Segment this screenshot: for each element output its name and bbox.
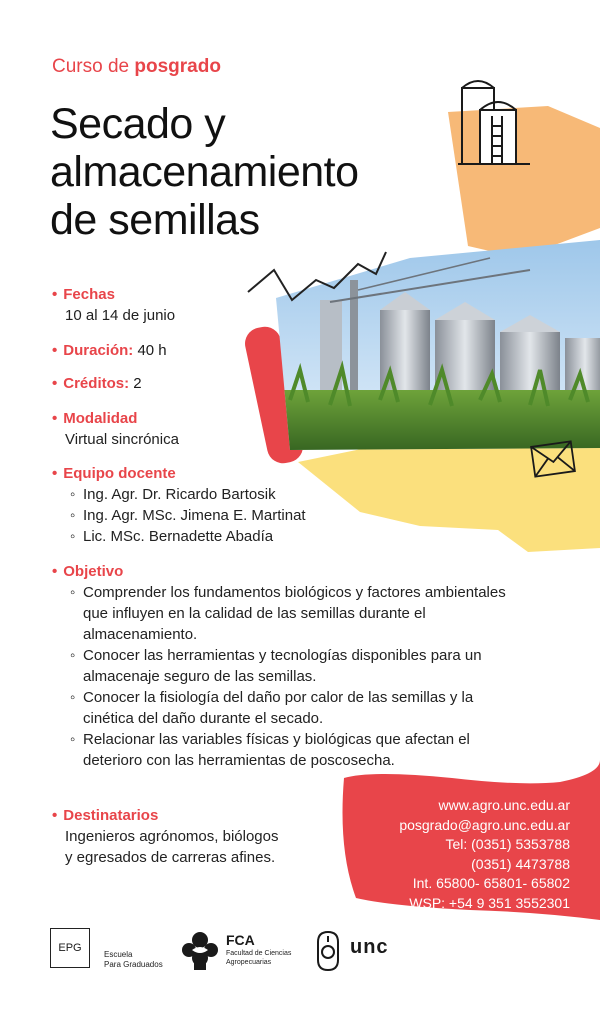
epg-caption bbox=[104, 950, 163, 970]
docente-item: ◦ Ing. Agr. Dr. Ricardo Bartosik bbox=[70, 484, 306, 505]
title-line-1: Secado y bbox=[50, 100, 226, 148]
equipo-label: • Equipo docente bbox=[52, 463, 306, 484]
section-objetivo bbox=[52, 561, 522, 771]
epg-line-1: Escuela bbox=[104, 950, 133, 959]
contact-wsp: WSP: +54 9 351 3552301 bbox=[409, 894, 570, 911]
section-destinatarios bbox=[52, 805, 278, 868]
destinatarios-line-1: Ingenieros agrónomos, biólogos bbox=[65, 828, 279, 845]
contact-block bbox=[399, 796, 570, 913]
fca-logo bbox=[180, 928, 220, 972]
page-title bbox=[50, 100, 470, 244]
objetivo-item: ◦ Relacionar las variables físicas y biológicas que afectan el deterioro con las herramientas de poscosecha. bbox=[70, 729, 522, 771]
unc-text: unc bbox=[350, 936, 389, 958]
modalidad-label: • Modalidad bbox=[52, 408, 179, 429]
section-duracion bbox=[52, 340, 167, 361]
kicker-prefix: Curso de bbox=[52, 56, 130, 77]
creditos-label: • Créditos: bbox=[52, 375, 129, 392]
fechas-label: • Fechas bbox=[52, 284, 175, 305]
contact-web-link[interactable]: www.agro.unc.edu.ar bbox=[438, 797, 570, 813]
envelope-icon bbox=[528, 436, 578, 482]
destinatarios-line-2: y egresados de carreras afines. bbox=[65, 849, 276, 866]
fca-line-2: Agropecuarias bbox=[226, 959, 272, 966]
fca-line-1: Facultad de Ciencias bbox=[226, 950, 292, 957]
contact-tel-2: (0351) 4473788 bbox=[471, 855, 570, 872]
destinatarios-label: • Destinatarios bbox=[52, 805, 278, 826]
docente-item: ◦ Ing. Agr. MSc. Jimena E. Martinat bbox=[70, 505, 306, 526]
objetivo-item: ◦ Conocer la fisiología del daño por calor de las semillas y la cinética del daño durante el secado. bbox=[70, 687, 522, 729]
kicker-bold: posgrado bbox=[134, 56, 221, 77]
objetivo-label: • Objetivo bbox=[52, 561, 522, 582]
section-fechas bbox=[52, 284, 175, 326]
objetivo-item: ◦ Comprender los fundamentos biológicos y factores ambientales que influyen en la calidad de las semillas durante el almacenamiento. bbox=[70, 582, 522, 645]
section-creditos bbox=[52, 373, 142, 394]
title-line-3: de semillas bbox=[50, 196, 260, 244]
fechas-value: 10 al 14 de junio bbox=[65, 307, 176, 324]
duracion-value: 40 h bbox=[137, 342, 167, 359]
creditos-value: 2 bbox=[133, 375, 142, 392]
epg-box-text: EPG bbox=[58, 942, 82, 954]
section-equipo bbox=[52, 463, 306, 547]
title-line-2: almacenamiento bbox=[50, 148, 359, 196]
fca-title: FCA bbox=[226, 932, 255, 948]
epg-line-2: Para Graduados bbox=[104, 960, 163, 969]
fca-caption bbox=[226, 949, 291, 967]
objetivo-item: ◦ Conocer las herramientas y tecnologías disponibles para un almacenaje seguro de las semillas. bbox=[70, 645, 522, 687]
silo-field-photo bbox=[230, 240, 600, 460]
modalidad-value: Virtual sincrónica bbox=[65, 431, 179, 448]
epg-logo bbox=[50, 928, 90, 968]
section-modalidad bbox=[52, 408, 179, 450]
docente-item: ◦ Lic. MSc. Bernadette Abadía bbox=[70, 526, 306, 547]
duracion-label: • Duración: bbox=[52, 342, 133, 359]
contact-tel-1: Tel: (0351) 5353788 bbox=[445, 836, 570, 852]
contact-email-link[interactable]: posgrado@agro.unc.edu.ar bbox=[399, 816, 570, 833]
contact-internos: Int. 65800- 65801- 65802 bbox=[412, 875, 570, 891]
course-kicker bbox=[52, 56, 221, 78]
unc-seal-logo bbox=[312, 928, 344, 974]
